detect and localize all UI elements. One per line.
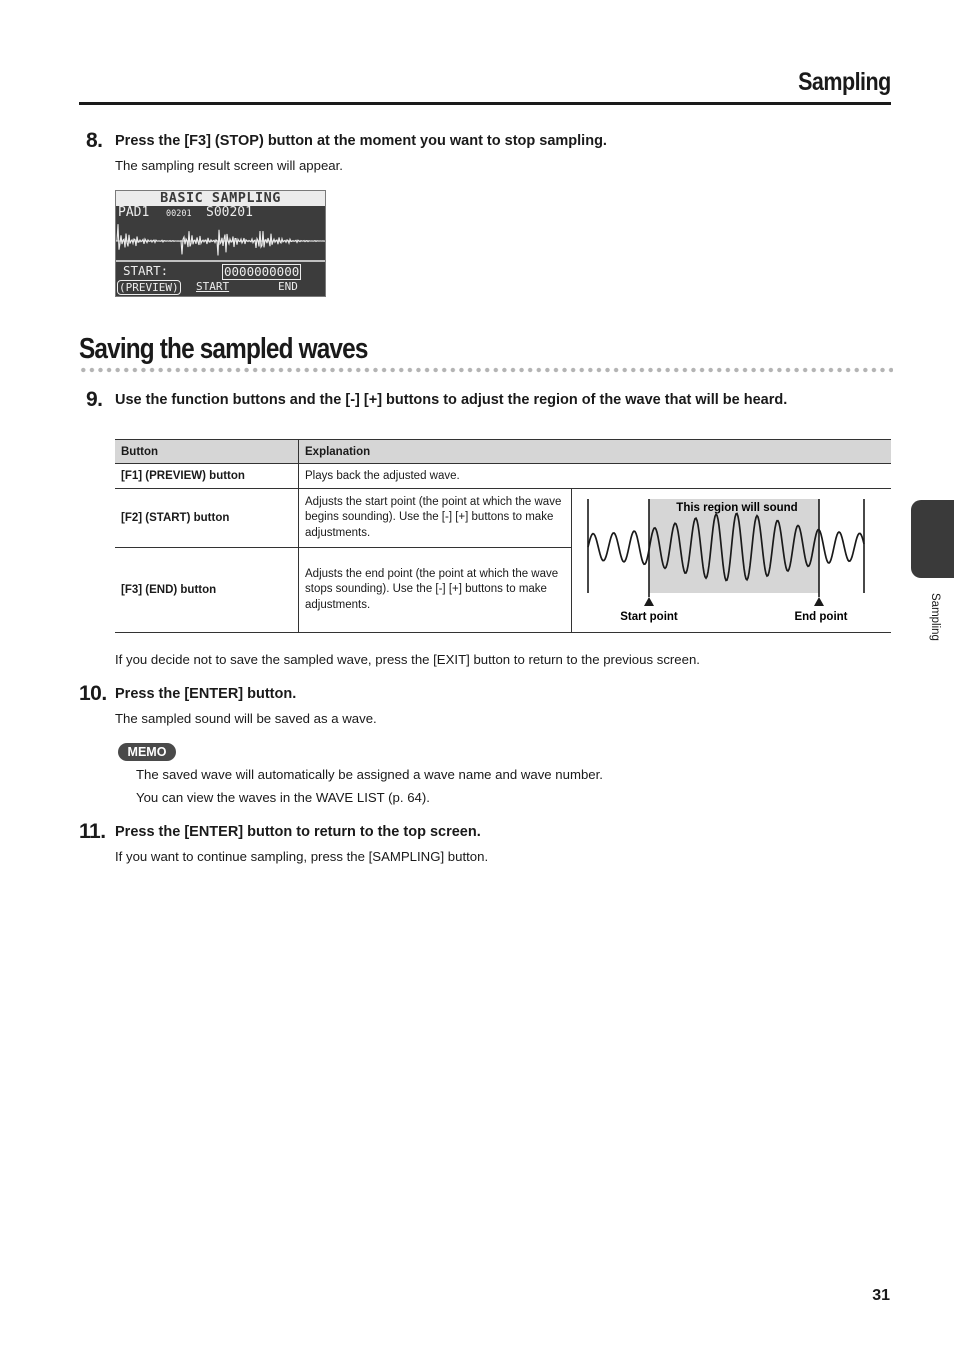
- side-tab-label: Sampling: [929, 593, 941, 641]
- lcd-f1-preview: (PREVIEW): [119, 281, 179, 294]
- memo-line-2: You can view the waves in the WAVE LIST (p. 64).: [136, 790, 430, 805]
- step-8-desc: The sampling result screen will appear.: [115, 158, 343, 173]
- table-header-row: [115, 440, 891, 464]
- lcd-f3-end: END: [278, 280, 298, 293]
- lcd-f1-label: PREVIEW: [125, 281, 172, 294]
- region-diagram-cell: [572, 489, 892, 633]
- lcd-waveform: [116, 219, 325, 263]
- step-9-number: 9.: [86, 388, 103, 411]
- start-point-arrow-icon: [644, 597, 654, 606]
- lcd-pad: PAD1: [118, 205, 150, 220]
- step-10-number: 10.: [79, 682, 107, 705]
- step-9-title: Use the function buttons and the [-] [+] buttons to adjust the region of the wave that will be heard.: [115, 392, 788, 408]
- page-number: 31: [872, 1287, 890, 1304]
- step-8-number: 8.: [86, 129, 103, 152]
- step-11-desc: If you want to continue sampling, press the [SAMPLING] button.: [115, 849, 489, 864]
- table-cell-explanation: Adjusts the end point (the point at which the wave stops sounding). Use the [-] [+] buttons to make adjustments.: [299, 548, 572, 633]
- lcd-sample: S00201: [206, 205, 253, 220]
- table-header-explanation: Explanation: [299, 440, 892, 464]
- table-row: [115, 489, 891, 548]
- memo-badge: MEMO: [118, 743, 176, 761]
- end-point-arrow-icon: [814, 597, 824, 606]
- region-diagram: [572, 489, 891, 632]
- step-11-title: Press the [ENTER] button to return to the top screen.: [115, 824, 481, 840]
- function-button-table: [115, 439, 891, 633]
- lcd-pad-code: 00201: [166, 209, 192, 219]
- table-cell-explanation: Adjusts the start point (the point at which the wave begins sounding). Use the [-] [+] buttons to make adjustments.: [299, 489, 572, 548]
- table-header-button: Button: [115, 440, 299, 464]
- chapter-side-tab: [911, 500, 954, 578]
- step-10-desc: The sampled sound will be saved as a wave.: [115, 711, 377, 726]
- start-point-label: Start point: [620, 611, 678, 623]
- header-rule: [79, 102, 891, 105]
- region-label: This region will sound: [676, 502, 798, 514]
- lcd-screen: [115, 190, 326, 297]
- lcd-f2-start: START: [196, 280, 230, 293]
- dotted-divider: [79, 366, 893, 374]
- memo-line-1: The saved wave will automatically be assigned a wave name and wave number.: [136, 767, 603, 782]
- lcd-start-value: 0000000000: [224, 264, 300, 279]
- lcd-title: BASIC SAMPLING: [116, 191, 325, 206]
- header-title: Sampling: [798, 68, 891, 96]
- lcd-start-label: START:: [123, 263, 169, 278]
- end-point-label: End point: [794, 611, 848, 623]
- section-title: Saving the sampled waves: [79, 333, 368, 365]
- table-cell-explanation: Plays back the adjusted wave.: [299, 464, 892, 489]
- table-row: [115, 464, 891, 489]
- table-cell-button: [F1] (PREVIEW) button: [115, 464, 299, 489]
- step-11-number: 11.: [79, 820, 106, 843]
- step-10-title: Press the [ENTER] button.: [115, 686, 297, 702]
- table-cell-button: [F2] (START) button: [115, 489, 299, 548]
- table-cell-button: [F3] (END) button: [115, 548, 299, 633]
- step-8-title: Press the [F3] (STOP) button at the moment you want to stop sampling.: [115, 133, 607, 149]
- exit-note: If you decide not to save the sampled wave, press the [EXIT] button to return to the previous screen.: [115, 652, 700, 667]
